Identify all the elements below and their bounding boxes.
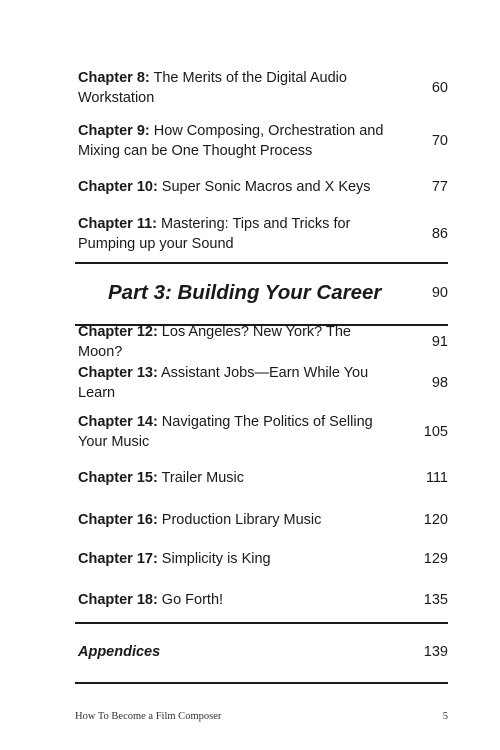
page-number: 111: [425, 470, 448, 486]
toc-part-3: [78, 278, 448, 308]
chapter-label: Chapter 18:: [78, 592, 158, 608]
chapter-label: Chapter 9:: [78, 123, 150, 139]
toc-entry-title: [78, 510, 398, 530]
chapter-label: Chapter 10:: [78, 179, 158, 195]
chapter-title: Go Forth!: [157, 592, 224, 608]
chapter-title: Simplicity is King: [157, 551, 271, 567]
page-number: 98: [431, 375, 448, 391]
chapter-title: Navigating The Politics of Selling Your Music: [78, 414, 373, 450]
page-number: 86: [431, 226, 448, 242]
chapter-title: The Merits of the Digital Audio Workstation: [78, 70, 347, 106]
page-number: 70: [431, 133, 448, 149]
toc-entry-chapter-17: [78, 548, 448, 570]
toc-entry-chapter-15: [78, 467, 448, 489]
toc-entry-title: [78, 322, 398, 362]
page-number: 60: [431, 80, 448, 96]
chapter-label: Chapter 14:: [78, 414, 158, 430]
footer-book-title: How To Become a Film Composer: [75, 711, 222, 722]
page-number: 90: [431, 285, 448, 301]
chapter-label: Chapter 16:: [78, 512, 158, 528]
chapter-title: How Composing, Orchestration and Mixing can be One Thought Process: [78, 123, 384, 159]
toc-entry-title: [78, 468, 398, 488]
chapter-title: Super Sonic Macros and X Keys: [157, 179, 371, 195]
chapter-title: Los Angeles? New York? The Moon?: [78, 324, 351, 360]
toc-entry-chapter-16: [78, 509, 448, 531]
toc-entry-title: [78, 68, 398, 108]
section-divider: [75, 682, 448, 684]
toc-entry-chapter-14: [78, 412, 448, 452]
toc-entry-title: [78, 214, 398, 254]
toc-entry-chapter-18: [78, 589, 448, 611]
page-footer: [75, 711, 448, 722]
toc-entry-chapter-13: [78, 365, 448, 401]
toc-entry-title: [78, 121, 398, 161]
toc-entry-chapter-8: [78, 68, 448, 108]
chapter-label: Chapter 13:: [78, 365, 158, 381]
section-divider: [75, 622, 448, 624]
toc-entry-title: [78, 549, 398, 569]
page-number: 129: [423, 551, 448, 567]
toc-entry-title: [78, 363, 398, 403]
toc-entry-chapter-10: [78, 176, 448, 198]
page-number: 91: [431, 334, 448, 350]
toc-entry-chapter-9: [78, 121, 448, 161]
toc-entry-title: [78, 590, 398, 610]
appendices-title: Appendices: [78, 644, 161, 660]
toc-entry-chapter-12: [78, 324, 448, 360]
page-number: 135: [423, 592, 448, 608]
chapter-title: Trailer Music: [157, 470, 244, 486]
toc-entry-title: [78, 412, 398, 452]
toc-entry-appendices: [78, 641, 448, 663]
chapter-label: Chapter 17:: [78, 551, 158, 567]
chapter-label: Chapter 8:: [78, 70, 150, 86]
chapter-label: Chapter 15:: [78, 470, 158, 486]
section-divider: [75, 262, 448, 264]
page-number: 105: [423, 424, 448, 440]
chapter-title: Mastering: Tips and Tricks for Pumping up your Sound: [78, 216, 351, 252]
chapter-label: Chapter 12:: [78, 324, 158, 340]
part-title: Part 3: Building Your Career: [108, 281, 382, 304]
toc-entry-chapter-11: [78, 214, 448, 254]
chapter-title: Assistant Jobs—Earn While You Learn: [78, 365, 369, 401]
toc-entry-title: [78, 177, 398, 197]
chapter-label: Chapter 11:: [78, 216, 157, 232]
chapter-title: Production Library Music: [157, 512, 322, 528]
page-number: 120: [423, 512, 448, 528]
page-number: 77: [431, 179, 448, 195]
footer-page-number: 5: [442, 711, 448, 722]
page-number: 139: [423, 644, 448, 660]
